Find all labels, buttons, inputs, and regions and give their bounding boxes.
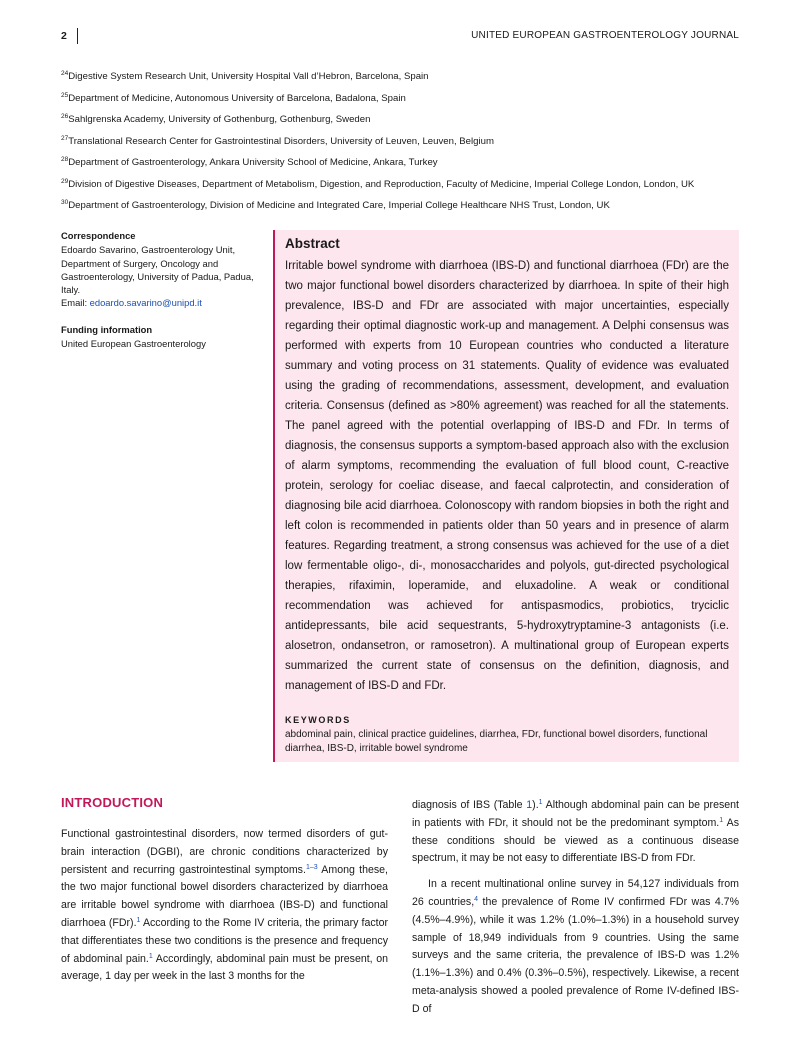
citation-link[interactable]: 1–3 <box>305 863 318 871</box>
citation-link[interactable]: 1 <box>136 916 141 924</box>
affiliation-item <box>61 68 751 83</box>
affiliation-number: 26 <box>61 113 69 120</box>
affiliation-item <box>61 111 751 126</box>
affiliation-text: Sahlgrenska Academy, University of Gothenburg, Gothenburg, Sweden <box>68 114 371 125</box>
body-text: Although abdominal pain can be present in patients with FDr, it should not be the predominant symptom. <box>412 799 740 829</box>
body-text: Accordingly, abdominal pain must be present, on average, 1 day per week in the last 3 months for the <box>61 952 389 983</box>
running-header <box>61 28 739 44</box>
correspondence-line: Italy. <box>61 284 81 296</box>
affiliation-text: Department of Gastroenterology, Division of Medicine and Integrated Care, Imperial College Healthcare NHS Trust, London, UK <box>68 200 610 211</box>
body-text: According to the Rome IV criteria, the primary factor that differentiates these two conditions is the presence and frequency of abdominal pain. <box>61 916 388 965</box>
affiliation-number: 28 <box>61 156 69 163</box>
citation-link[interactable]: 1 <box>719 816 724 824</box>
body-text: Among these, the two major functional bowel disorders characterized by diarrhoea are irritable bowel syndrome with diarrhoea (IBS-D) and functional diarrhoea (FDr). <box>61 863 388 929</box>
affiliation-item <box>61 133 751 148</box>
body-text: As these conditions should be viewed as a continuous disease spectrum, it may be not easy to differentiate IBS-D from FDr. <box>412 816 739 865</box>
affiliation-list <box>61 68 751 219</box>
citation-link[interactable]: 1 <box>538 799 543 806</box>
affiliation-item <box>61 176 751 191</box>
paragraph <box>412 797 739 868</box>
affiliation-number: 25 <box>61 91 69 99</box>
affiliation-item <box>61 154 751 169</box>
affiliation-item <box>61 197 751 212</box>
email-label: Email: <box>61 297 90 309</box>
correspondence-label: Correspondence <box>61 230 136 241</box>
citation-link[interactable]: 1 <box>148 952 153 960</box>
paragraph <box>412 876 739 1018</box>
affiliation-number: 29 <box>61 177 69 185</box>
correspondence-email-line <box>61 296 261 309</box>
keywords-text: abdominal pain, clinical practice guidelines, diarrhea, FDr, functional bowel disorders, functional diarrhea, IBS-D, irritable bowel syndrome <box>285 729 708 754</box>
correspondence-line: Department of Surgery, Oncology and <box>61 257 219 269</box>
body-text: Functional gastrointestinal disorders, now termed disorders of gut-brain interaction (DGBI), are chronic conditions characterized by persistent and recurring gastrointestinal symptoms. <box>61 828 388 876</box>
abstract-text: Irritable bowel syndrome with diarrhoea (IBS-D) and functional diarrhoea (FDr) are the two major functional bowel disorders characterized by diarrhoea. In spite of their high prevalence, IBS-D and FDr are associated with major uncertainties, especially regarding their optimal diagnostic work-up and management. A Delphi consensus was performed with experts from 10 European countries who conducted a literature summary and voting process on 31 statements. Quality of evidence was evaluated using the grading of recommendations, assessment, development, and evaluation criteria. Consensus (defined as >80% agreement) was reached for all the statements. The panel agreed with the potential overlapping of IBS-D and FDr. In terms of diagnosis, the consensus supports a symptom-based approach also with the exclusion of alarm symptoms, recommending the evaluation of full blood count, C-reactive protein, serology for coeliac disease, and faecal calprotectin, and consideration of diagnosing bile acid diarrhoea. Colonoscopy with random biopsies in both the right and left colon is recommended in patients older than 50 years and in presence of alarm features. Regarding treatment, a strong consensus was achieved for the use of a diet low fermentable oligo-, di-, monosaccharides and polyols, gut-directed psychological therapies, rifaximin, loperamide, and eluxadoline. A weak or conditional recommendation was achieved for antispasmodics, probiotics, tryciclic antidepressants, bile acid sequestrants, 5-hydroxytryptamine-3 antagonists (i.e. alosetron, ondansetron, or ramosetron). A multinational group of European experts summarized the current state of consensus on the definition, diagnosis, and management of IBS-D and FDr. <box>285 260 729 692</box>
article-sidebar <box>61 229 261 350</box>
affiliation-item <box>61 90 751 105</box>
journal-title: UNITED EUROPEAN GASTROENTEROLOGY JOURNAL <box>471 30 739 41</box>
body-column-left <box>61 826 388 986</box>
paragraph <box>61 826 388 986</box>
body-text: ). <box>532 799 539 811</box>
abstract-title: Abstract <box>285 236 340 251</box>
body-text: In a recent multinational online survey in 54,127 individuals from 26 countries, <box>412 878 739 908</box>
affiliation-number: 27 <box>61 134 69 142</box>
funding-label: Funding information <box>61 323 153 335</box>
keywords-label: KEYWORDS <box>285 715 351 725</box>
citation-link[interactable]: 4 <box>474 895 479 903</box>
header-divider <box>77 28 78 44</box>
page-number: 2 <box>61 30 68 42</box>
abstract-box <box>273 230 739 762</box>
affiliation-text: Translational Research Center for Gastrointestinal Disorders, University of Leuven, Leuven, Belgium <box>68 135 494 147</box>
email-link[interactable]: edoardo.savarino@unipd.it <box>89 297 202 309</box>
body-text: the prevalence of Rome IV confirmed FDr was 4.7% (4.5%–4.9%), while it was 1.2% (1.0%–1.3%) in a household survey sample of 18,949 individuals from 9 countries. Using the same surveys and the same criteria, the prevalence of IBS-D was 1.2% (1.1%–1.3%) and 0.4% (0.3%–0.5%), respectively. Likewise, a recent meta-analysis showed a pooled prevalence of Rome IV-defined IBS-D of <box>412 895 739 1015</box>
body-column-right <box>412 797 739 1019</box>
affiliation-text: Digestive System Research Unit, University Hospital Vall d’Hebron, Barcelona, Spain <box>68 71 429 82</box>
funding-text: United European Gastroenterology <box>61 338 206 350</box>
affiliation-text: Division of Digestive Diseases, Department of Metabolism, Digestion, and Reproduction, Faculty of Medicine, Imperial College London, London, UK <box>68 178 695 190</box>
affiliation-number: 30 <box>61 199 69 206</box>
correspondence-line: Gastroenterology, University of Padua, Padua, <box>61 270 254 282</box>
correspondence-line: Edoardo Savarino, Gastroenterology Unit, <box>61 244 236 256</box>
affiliation-number: 24 <box>61 70 69 77</box>
affiliation-text: Department of Medicine, Autonomous University of Barcelona, Badalona, Spain <box>68 92 406 104</box>
table-link[interactable]: 1 <box>526 799 533 811</box>
body-text: diagnosis of IBS (Table <box>412 799 527 811</box>
section-heading-introduction: INTRODUCTION <box>61 795 164 810</box>
affiliation-text: Department of Gastroenterology, Ankara University School of Medicine, Ankara, Turkey <box>68 157 438 168</box>
